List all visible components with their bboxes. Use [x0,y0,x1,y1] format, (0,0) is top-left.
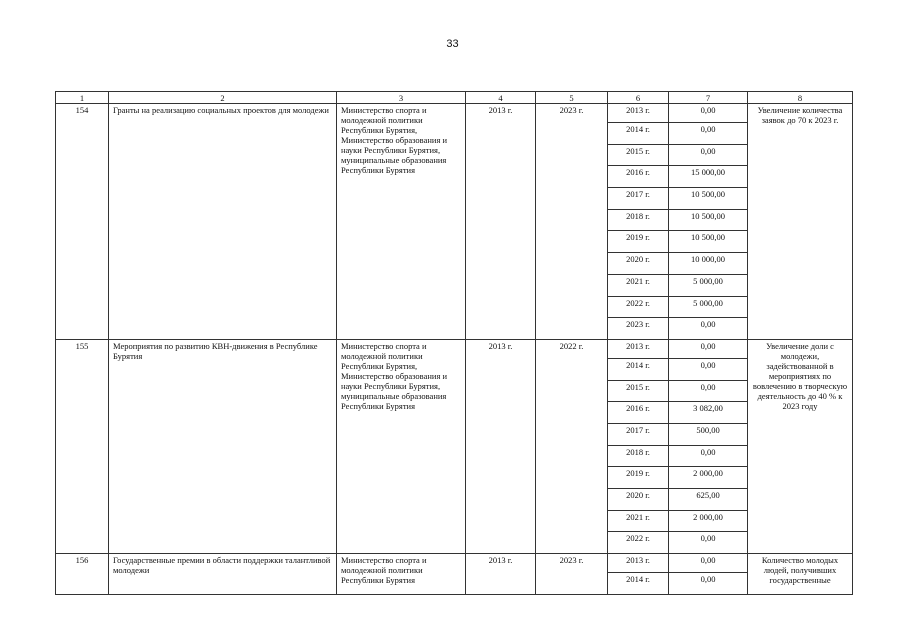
funding-year: 2017 г. [608,188,669,210]
funding-year: 2022 г. [608,532,669,554]
funding-amount: 0,00 [669,123,748,145]
expected-result: Увеличение доли с молодежи, задействованной в мероприятиях по вовлечению в творческую деятельность до 40 % к 2023 году [748,339,853,553]
expected-result: Количество молодых людей, получивших государственные [748,554,853,595]
funding-amount: 0,00 [669,554,748,573]
funding-amount: 10 000,00 [669,253,748,275]
funding-year: 2013 г. [608,339,669,358]
funding-year: 2022 г. [608,296,669,318]
table-row [56,104,853,123]
header-cell: 5 [536,92,608,104]
row-number: 155 [56,339,109,553]
header-cell: 6 [608,92,669,104]
funding-amount: 0,00 [669,104,748,123]
activity-name: Мероприятия по развитию КВН-движения в Республике Бурятия [109,339,337,553]
funding-amount: 625,00 [669,489,748,511]
header-cell: 4 [466,92,536,104]
table-row [56,339,853,358]
end-year: 2023 г. [536,104,608,340]
funding-amount: 3 082,00 [669,402,748,424]
funding-amount: 0,00 [669,144,748,166]
funding-amount: 0,00 [669,339,748,358]
funding-year: 2015 г. [608,380,669,402]
header-cell: 2 [109,92,337,104]
funding-year: 2013 г. [608,104,669,123]
funding-amount: 0,00 [669,573,748,595]
funding-year: 2023 г. [608,318,669,340]
funding-year: 2014 г. [608,358,669,380]
funding-year: 2016 г. [608,166,669,188]
funding-amount: 2 000,00 [669,510,748,532]
row-number: 154 [56,104,109,340]
row-number: 156 [56,554,109,595]
funding-year: 2020 г. [608,253,669,275]
header-cell: 3 [337,92,466,104]
header-cell: 1 [56,92,109,104]
program-table [55,91,853,595]
funding-year: 2014 г. [608,123,669,145]
funding-amount: 0,00 [669,532,748,554]
activity-name: Гранты на реализацию социальных проектов для молодежи [109,104,337,340]
funding-amount: 5 000,00 [669,296,748,318]
funding-year: 2016 г. [608,402,669,424]
end-year: 2023 г. [536,554,608,595]
page-number: 33 [446,38,459,50]
funding-amount: 0,00 [669,358,748,380]
expected-result: Увеличение количества заявок до 70 к 2023 г. [748,104,853,340]
funding-amount: 10 500,00 [669,209,748,231]
funding-amount: 15 000,00 [669,166,748,188]
funding-amount: 10 500,00 [669,231,748,253]
table-header-row [56,92,853,104]
funding-year: 2018 г. [608,209,669,231]
funding-amount: 500,00 [669,423,748,445]
executor-cell: Министерство спорта и молодежной политики Республики Бурятия, Министерство образования и науки Республики Бурятия, муниципальные образования Республики Бурятия [337,339,466,553]
funding-year: 2017 г. [608,423,669,445]
funding-year: 2021 г. [608,274,669,296]
funding-year: 2015 г. [608,144,669,166]
funding-amount: 0,00 [669,318,748,340]
header-cell: 7 [669,92,748,104]
funding-year: 2013 г. [608,554,669,573]
executor-cell: Министерство спорта и молодежной политики Республики Бурятия, Министерство образования и науки Республики Бурятия, муниципальные образования Республики Бурятия [337,104,466,340]
header-cell: 8 [748,92,853,104]
funding-year: 2020 г. [608,489,669,511]
activity-name: Государственные премии в области поддержки талантливой молодежи [109,554,337,595]
funding-amount: 10 500,00 [669,188,748,210]
funding-year: 2014 г. [608,573,669,595]
table-row [56,554,853,573]
end-year: 2022 г. [536,339,608,553]
start-year: 2013 г. [466,554,536,595]
funding-amount: 5 000,00 [669,274,748,296]
start-year: 2013 г. [466,339,536,553]
funding-amount: 2 000,00 [669,467,748,489]
executor-cell: Министерство спорта и молодежной политики Республики Бурятия [337,554,466,595]
start-year: 2013 г. [466,104,536,340]
funding-year: 2018 г. [608,445,669,467]
funding-year: 2021 г. [608,510,669,532]
funding-amount: 0,00 [669,380,748,402]
funding-amount: 0,00 [669,445,748,467]
funding-year: 2019 г. [608,467,669,489]
funding-year: 2019 г. [608,231,669,253]
